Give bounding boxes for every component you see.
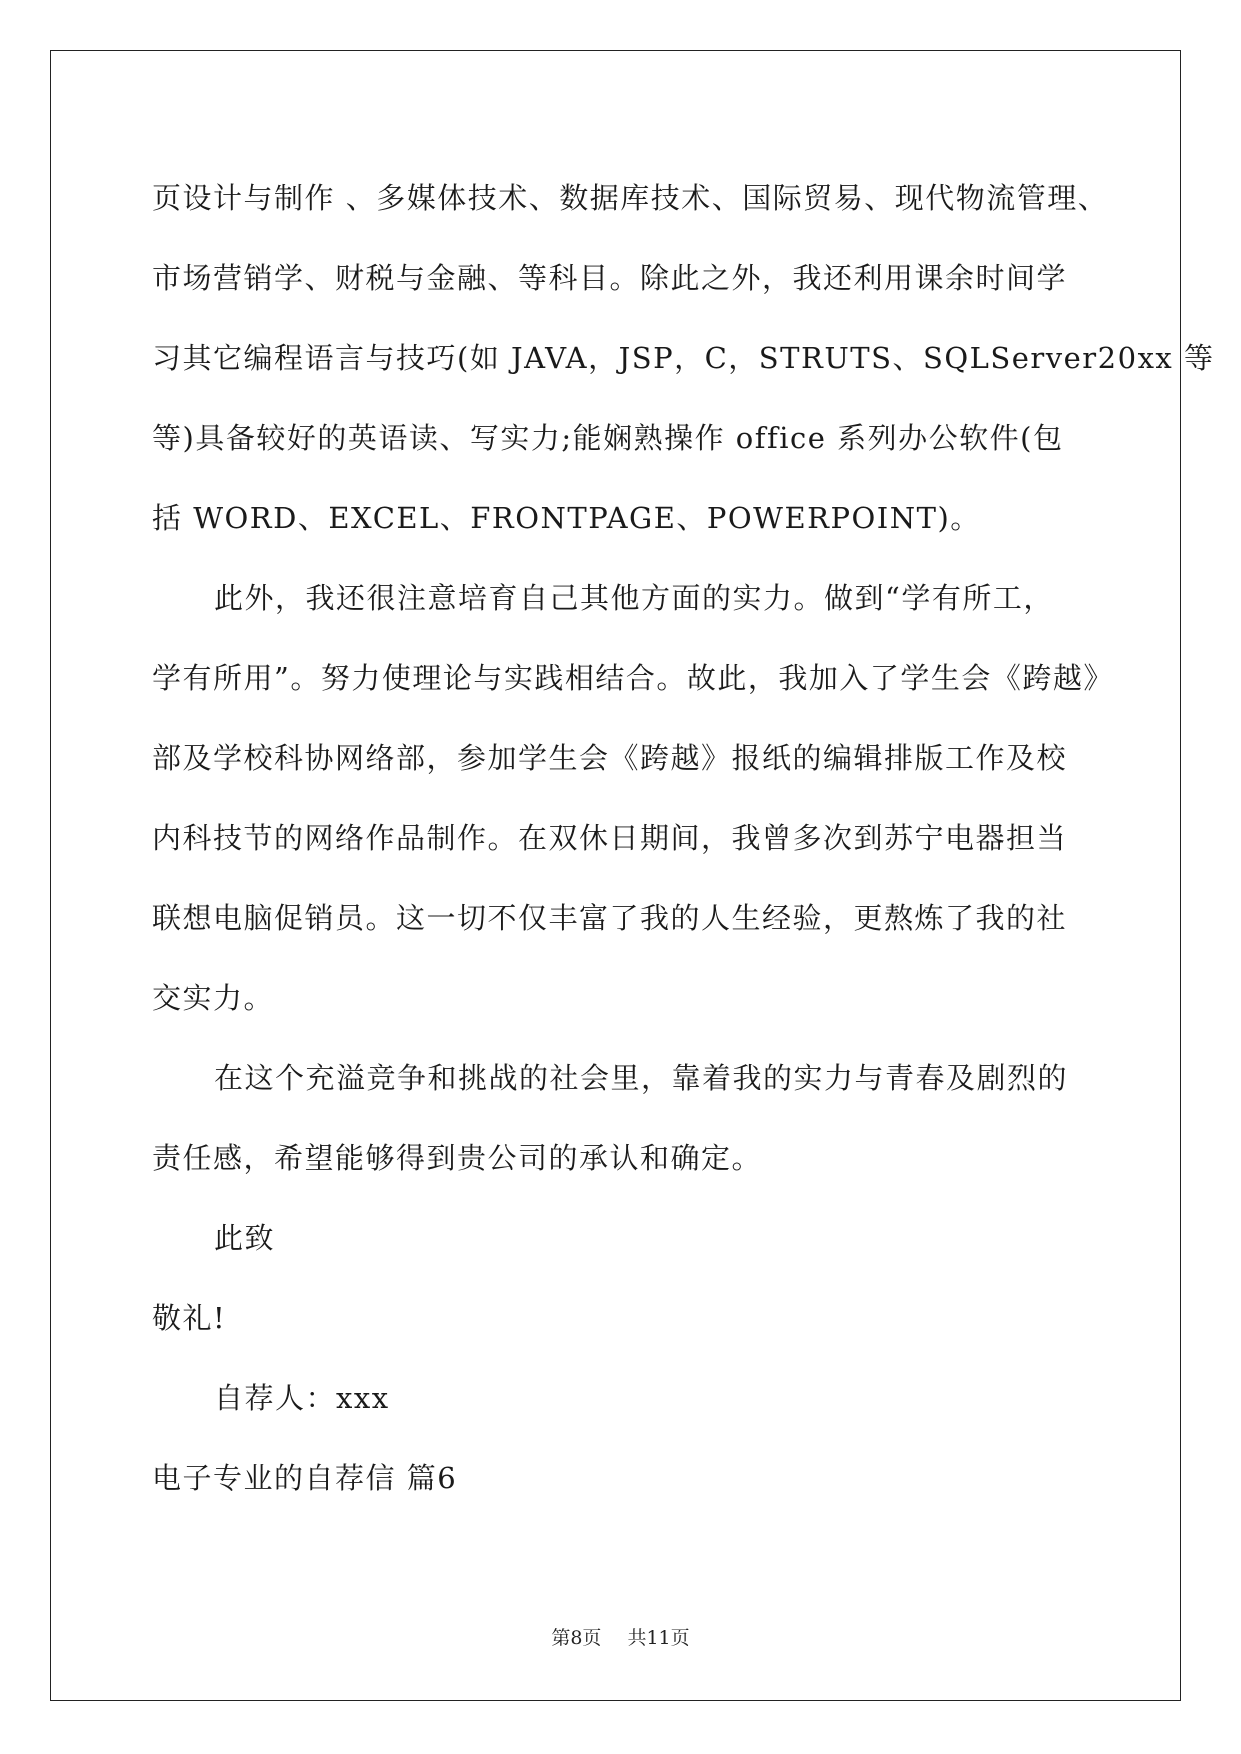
paragraph-start-line: 此外，我还很注意培育自己其他方面的实力。做到“学有所工， [214, 581, 1054, 615]
total-page-count: 共11页 [627, 1627, 690, 1649]
text-line: 部及学校科协网络部，参加学生会《跨越》报纸的编辑排版工作及校 [152, 741, 1068, 775]
page-footer [0, 1623, 1241, 1650]
current-page-number: 第8页 [551, 1627, 602, 1649]
signature-line: 自荐人：xxx [214, 1381, 390, 1415]
text-line: 市场营销学、财税与金融、等科目。除此之外，我还利用课余时间学 [152, 261, 1068, 295]
section-heading: 电子专业的自荐信 篇6 [152, 1461, 458, 1495]
closing-greeting: 敬礼! [152, 1301, 227, 1335]
text-line: 联想电脑促销员。这一切不仅丰富了我的人生经验，更熬炼了我的社 [152, 901, 1068, 935]
text-line: 习其它编程语言与技巧(如 JAVA，JSP，C，STRUTS、SQLServer20xx 等 [152, 341, 1215, 375]
text-line: 学有所用”。努力使理论与实践相结合。故此，我加入了学生会《跨越》 [152, 661, 1114, 695]
text-line: 内科技节的网络作品制作。在双休日期间，我曾多次到苏宁电器担当 [152, 821, 1068, 855]
text-line: 等)具备较好的英语读、写实力;能娴熟操作 office 系列办公软件(包 [152, 421, 1064, 455]
text-line: 交实力。 [152, 981, 275, 1015]
text-line: 页设计与制作 、多媒体技术、数据库技术、国际贸易、现代物流管理、 [152, 181, 1109, 215]
text-line: 责任感，希望能够得到贵公司的承认和确定。 [152, 1141, 763, 1175]
paragraph-start-line: 在这个充溢竞争和挑战的社会里，靠着我的实力与青春及剧烈的 [214, 1061, 1069, 1095]
document-body [152, 158, 1215, 1518]
text-line: 括 WORD、EXCEL、FRONTPAGE、POWERPOINT)。 [152, 501, 981, 535]
closing-salutation: 此致 [214, 1221, 276, 1255]
